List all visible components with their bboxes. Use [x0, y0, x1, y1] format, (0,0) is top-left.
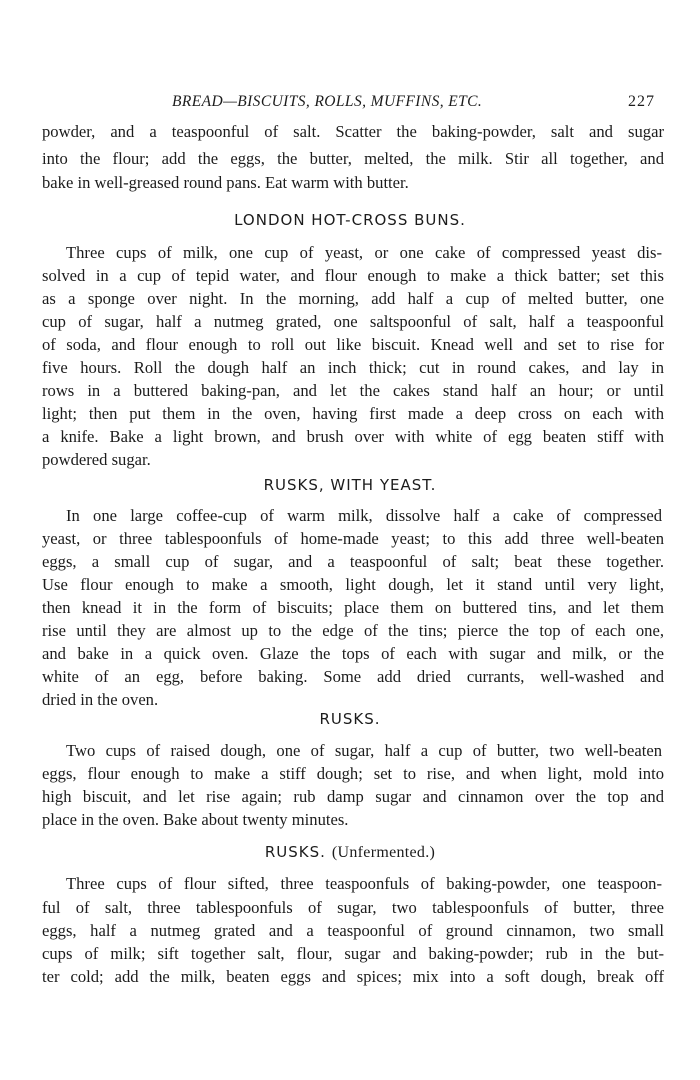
paragraph-line: rows in a buttered baking-pan, and let the cakes stand half an hour; or until: [42, 381, 664, 400]
section-heading: LONDON HOT-CROSS BUNS.: [234, 211, 466, 229]
paragraph-line: then knead it in the form of biscuits; place them on buttered tins, and let them: [42, 598, 664, 617]
paragraph-line: eggs, flour enough to make a stiff dough; set to rise, and when light, mold into: [42, 764, 664, 783]
paragraph-line: of soda, and flour enough to roll out like biscuit. Knead well and set to rise for: [42, 335, 664, 354]
section-heading: RUSKS, WITH YEAST.: [263, 476, 437, 494]
section-heading: RUSKS.: [319, 710, 381, 728]
page-number: 227: [628, 93, 655, 110]
paragraph-line: solved in a cup of tepid water, and flour enough to make a thick batter; set this: [42, 266, 664, 285]
paragraph-line: Three cups of flour sifted, three teaspoonfuls of baking-powder, one teaspoon-: [66, 874, 662, 893]
paragraph-line: Two cups of raised dough, one of sugar, half a cup of butter, two well-beaten: [66, 741, 662, 760]
paragraph-line: cups of milk; sift together salt, flour, sugar and baking-powder; rub in the but-: [42, 944, 664, 963]
paragraph-line: eggs, a small cup of sugar, and a teaspoonful of salt; beat these together.: [42, 552, 664, 571]
paragraph-line: a knife. Bake a light brown, and brush over with white of egg beaten stiff with: [42, 427, 664, 446]
section-heading-note: (Unfermented.): [331, 844, 436, 861]
paragraph-line: In one large coffee-cup of warm milk, dissolve half a cake of compressed: [66, 506, 662, 525]
paragraph-line: into the flour; add the eggs, the butter, melted, the milk. Stir all together, and: [42, 149, 664, 168]
paragraph-line: place in the oven. Bake about twenty minutes.: [42, 810, 349, 829]
section-heading-title: RUSKS.: [264, 843, 326, 861]
paragraph-line: high biscuit, and let rise again; rub damp sugar and cinnamon over the top and: [42, 787, 664, 806]
paragraph-line: powdered sugar.: [42, 450, 151, 469]
paragraph-line: and bake in a quick oven. Glaze the tops of each with sugar and milk, or the: [42, 644, 664, 663]
paragraph-line: powder, and a teaspoonful of salt. Scatter the baking-powder, salt and sugar: [42, 122, 664, 141]
paragraph-line: cup of sugar, half a nutmeg grated, one saltspoonful of salt, half a teaspoonful: [42, 312, 664, 331]
paragraph-line: dried in the oven.: [42, 690, 159, 709]
section-heading: [0, 843, 700, 862]
paragraph-line: Use flour enough to make a smooth, light dough, let it stand until very light,: [42, 575, 664, 594]
paragraph-line: eggs, half a nutmeg grated and a teaspoonful of ground cinnamon, two small: [42, 921, 664, 940]
paragraph-line: yeast, or three tablespoonfuls of home-made yeast; to this add three well-beaten: [42, 529, 664, 548]
paragraph-line: light; then put them in the oven, having first made a deep cross on each with: [42, 404, 664, 423]
paragraph-line: white of an egg, before baking. Some add dried currants, well-washed and: [42, 667, 664, 686]
paragraph-line: rise until they are almost up to the edge of the tins; pierce the top of each one,: [42, 621, 664, 640]
paragraph-line: ter cold; add the milk, beaten eggs and spices; mix into a soft dough, break off: [42, 967, 664, 986]
paragraph-line: five hours. Roll the dough half an inch thick; cut in round cakes, and lay in: [42, 358, 664, 377]
running-title: BREAD—BISCUITS, ROLLS, MUFFINS, ETC.: [172, 93, 483, 110]
paragraph-line: as a sponge over night. In the morning, add half a cup of melted butter, one: [42, 289, 664, 308]
paragraph-line: ful of salt, three tablespoonfuls of sugar, two tablespoonfuls of butter, three: [42, 898, 664, 917]
paragraph-line: Three cups of milk, one cup of yeast, or one cake of compressed yeast dis-: [66, 243, 662, 262]
paragraph-line: bake in well-greased round pans. Eat warm with butter.: [42, 173, 409, 192]
